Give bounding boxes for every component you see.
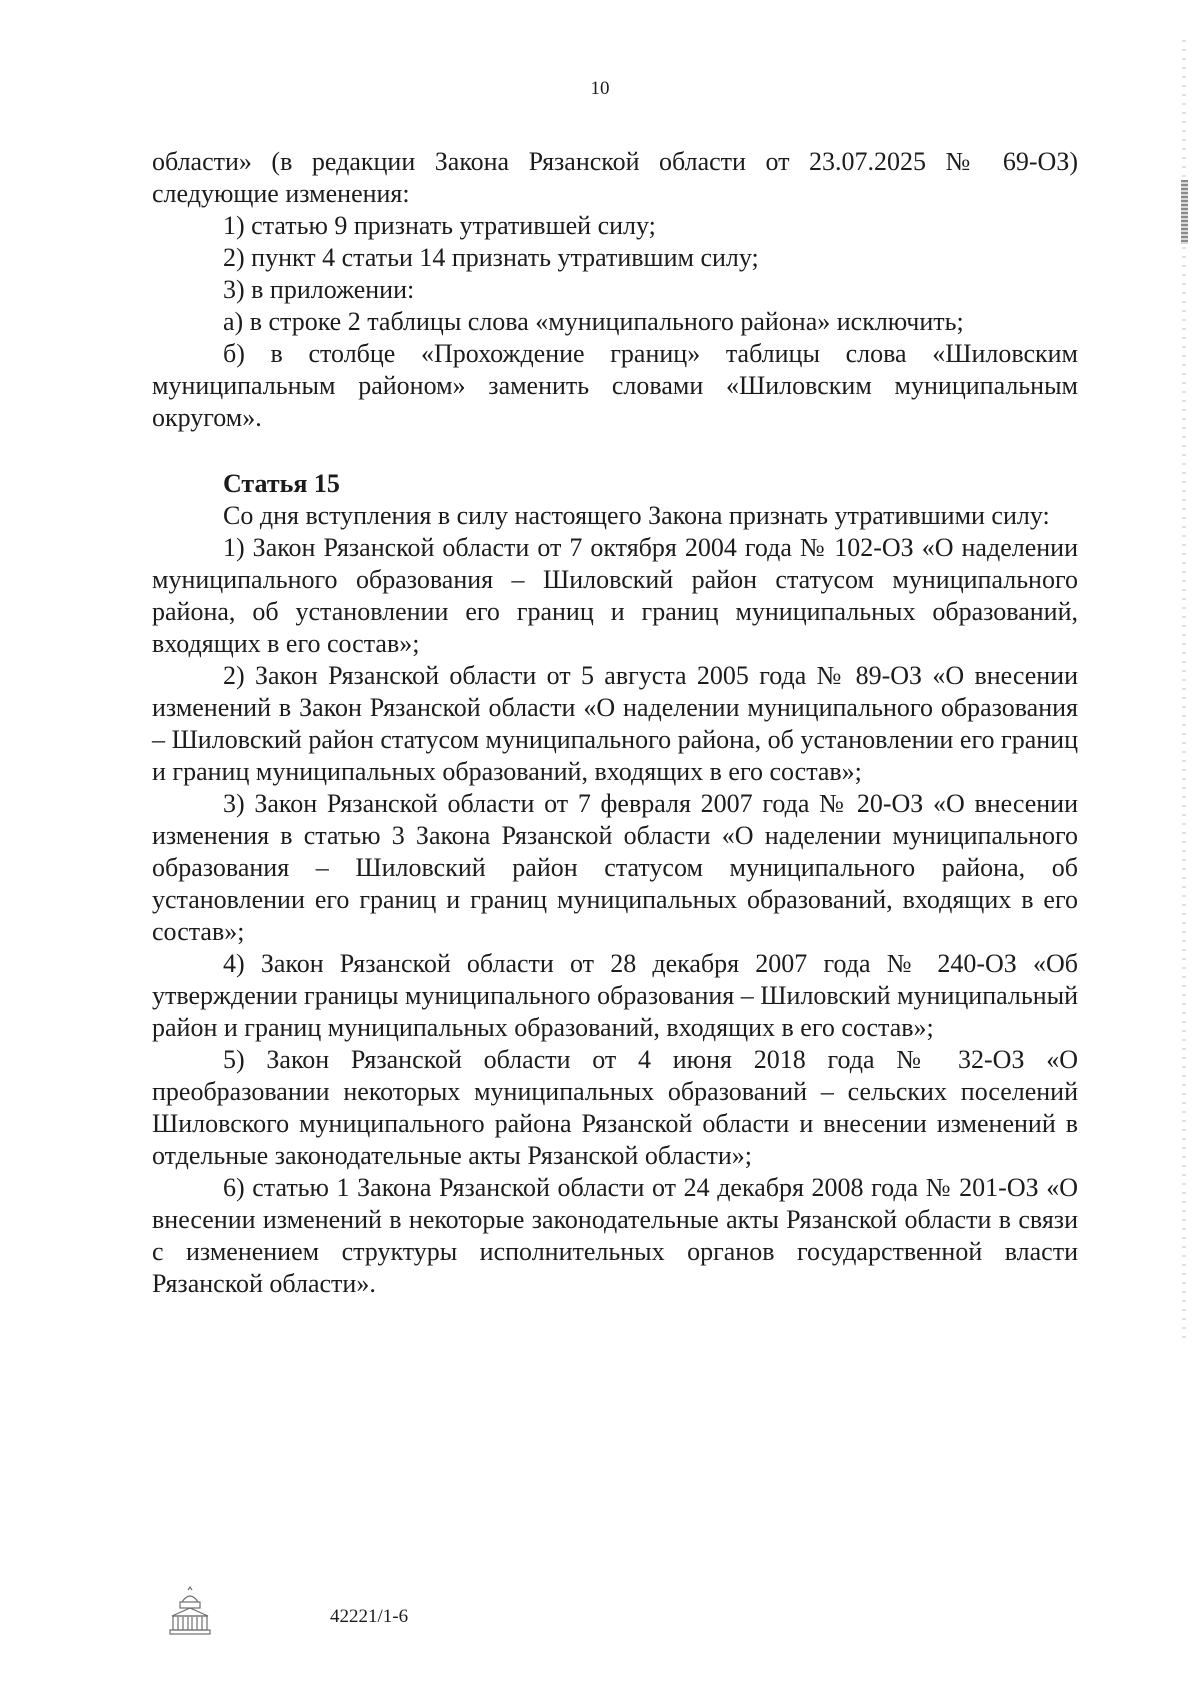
article-15-section bbox=[152, 468, 1078, 1300]
page-number: 10 bbox=[590, 78, 610, 99]
amendments-section bbox=[152, 146, 1078, 434]
repealed-law-item: 4) Закон Рязанской области от 28 декабря 2007 года № 240-ОЗ «Об утверждении границы муниципального образования – Шиловский муниципальный район и границ муниципальных образований, входящих в его состав»; bbox=[152, 949, 1078, 1042]
amendment-item: а) в строке 2 таблицы слова «муниципального района» исключить; bbox=[223, 307, 964, 336]
document-code: 42221/1-6 bbox=[330, 1606, 409, 1627]
repealed-law-item: 6) статью 1 Закона Рязанской области от 24 декабря 2008 года № 201-ОЗ «О внесении изменений в некоторые законодательные акты Рязанской области в связи с изменением структуры исполнительных органов государственной власти Рязанской области». bbox=[152, 1173, 1078, 1298]
duma-building-icon bbox=[168, 1586, 212, 1638]
repealed-law-item: 3) Закон Рязанской области от 7 февраля 2007 года № 20-ОЗ «О внесении изменения в статью 3 Закона Рязанской области «О наделении муниципального образования – Шиловский район статусом муниципального района, об установлении его границ и границ муниципальных образований, входящих в его состав»; bbox=[152, 789, 1078, 946]
amendment-item: б) в столбце «Прохождение границ» таблицы слова «Шиловским муниципальным районом» заменить словами «Шиловским муниципальным округом». bbox=[152, 339, 1078, 432]
repealed-law-item: 5) Закон Рязанской области от 4 июня 2018 года № 32-ОЗ «О преобразовании некоторых муниципальных образований – сельских поселений Шиловского муниципального района Рязанской области и внесении изменений в отдельные законодательные акты Рязанской области»; bbox=[152, 1045, 1078, 1170]
article-lead: Со дня вступления в силу настоящего Закона признать утратившими силу: bbox=[223, 501, 1050, 530]
article-title: Статья 15 bbox=[223, 469, 340, 498]
amendment-item: 2) пункт 4 статьи 14 признать утратившим силу; bbox=[223, 243, 759, 272]
amendment-item: 3) в приложении: bbox=[223, 275, 415, 304]
amendment-item: 1) статью 9 признать утратившей силу; bbox=[223, 211, 656, 240]
scan-edge-mark-dark bbox=[1181, 180, 1188, 244]
amendments-intro: области» (в редакции Закона Рязанской области от 23.07.2025 № 69-ОЗ) следующие изменения: bbox=[152, 147, 1078, 208]
repealed-law-item: 2) Закон Рязанской области от 5 августа 2005 года № 89-ОЗ «О внесении изменений в Закон Рязанской области «О наделении муниципального образования – Шиловский район статусом муниципального района, об установлении его границ и границ муниципальных образований, входящих в его состав»; bbox=[152, 661, 1078, 786]
repealed-law-item: 1) Закон Рязанской области от 7 октября 2004 года № 102-ОЗ «О наделении муниципального образования – Шиловский район статусом муниципального района, об установлении его границ и границ муниципальных образований, входящих в его состав»; bbox=[152, 533, 1078, 658]
